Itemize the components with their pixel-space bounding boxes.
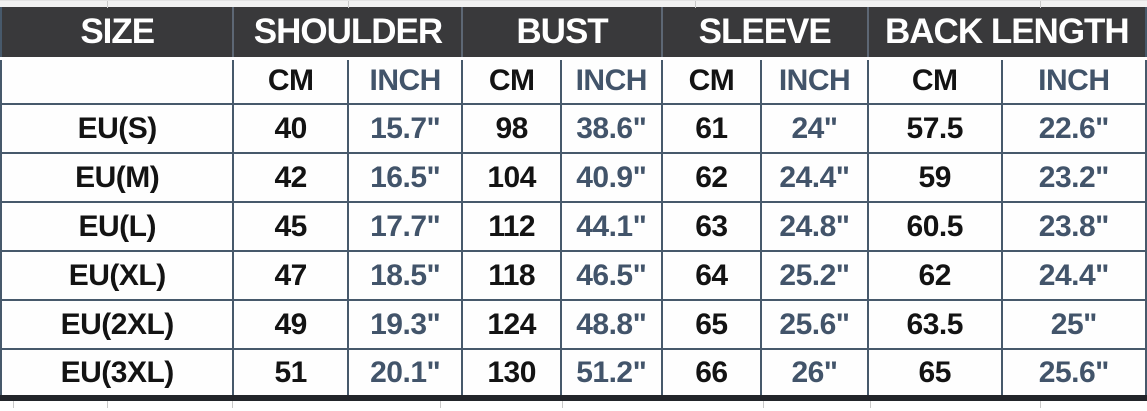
cell-sleeve-inch: 24.4" bbox=[761, 153, 867, 202]
cell-bust-inch: 38.6" bbox=[561, 104, 662, 153]
gridline-tick bbox=[348, 1, 349, 8]
gridline-tick bbox=[440, 401, 441, 408]
cell-sleeve-inch: 24" bbox=[761, 104, 867, 153]
row-label: EU(XL) bbox=[1, 251, 233, 300]
cell-bust-cm: 98 bbox=[462, 104, 560, 153]
gridline-tick bbox=[107, 401, 108, 408]
col-header-size: SIZE bbox=[1, 7, 233, 58]
cell-shoulder-cm: 42 bbox=[233, 153, 348, 202]
unit-header-blank bbox=[1, 58, 233, 104]
row-label: EU(S) bbox=[1, 104, 233, 153]
cell-back-inch: 23.2" bbox=[1002, 153, 1146, 202]
col-header-shoulder: SHOULDER bbox=[233, 7, 462, 58]
cell-back-cm: 62 bbox=[868, 251, 1002, 300]
cell-bust-inch: 46.5" bbox=[561, 251, 662, 300]
unit-header-cm: CM bbox=[662, 58, 762, 104]
cell-shoulder-inch: 20.1" bbox=[348, 349, 463, 398]
size-table bbox=[0, 7, 1147, 401]
cell-sleeve-inch: 24.8" bbox=[761, 202, 867, 251]
gridline-tick bbox=[870, 401, 871, 408]
cell-sleeve-inch: 25.2" bbox=[761, 251, 867, 300]
unit-header-cm: CM bbox=[233, 58, 348, 104]
col-header-back-length: BACK LENGTH bbox=[868, 7, 1146, 58]
cell-back-inch: 22.6" bbox=[1002, 104, 1146, 153]
cell-shoulder-cm: 51 bbox=[233, 349, 348, 398]
cell-shoulder-inch: 15.7" bbox=[348, 104, 463, 153]
row-label: EU(2XL) bbox=[1, 300, 233, 349]
gridline-tick bbox=[763, 401, 764, 408]
unit-header-inch: INCH bbox=[561, 58, 662, 104]
cell-shoulder-inch: 18.5" bbox=[348, 251, 463, 300]
gridline-tick bbox=[1040, 401, 1041, 408]
cell-sleeve-cm: 63 bbox=[662, 202, 762, 251]
cell-bust-cm: 118 bbox=[462, 251, 560, 300]
cell-back-cm: 63.5 bbox=[868, 300, 1002, 349]
spreadsheet-gridline-remnant-bottom bbox=[0, 401, 1147, 408]
cell-shoulder-inch: 19.3" bbox=[348, 300, 463, 349]
cell-bust-inch: 51.2" bbox=[561, 349, 662, 398]
cell-shoulder-inch: 17.7" bbox=[348, 202, 463, 251]
table-row bbox=[1, 202, 1146, 251]
cell-back-inch: 23.8" bbox=[1002, 202, 1146, 251]
cell-bust-cm: 130 bbox=[462, 349, 560, 398]
cell-back-cm: 60.5 bbox=[868, 202, 1002, 251]
table-row bbox=[1, 104, 1146, 153]
gridline-tick bbox=[232, 401, 233, 408]
unit-header-inch: INCH bbox=[348, 58, 463, 104]
cell-bust-inch: 40.9" bbox=[561, 153, 662, 202]
table-row bbox=[1, 349, 1146, 398]
cell-back-cm: 65 bbox=[868, 349, 1002, 398]
table-row bbox=[1, 300, 1146, 349]
cell-back-inch: 24.4" bbox=[1002, 251, 1146, 300]
unit-header-cm: CM bbox=[868, 58, 1002, 104]
gridline-tick bbox=[13, 401, 14, 408]
unit-header-row bbox=[1, 58, 1146, 104]
table-row bbox=[1, 251, 1146, 300]
table-row bbox=[1, 153, 1146, 202]
gridline-tick bbox=[562, 401, 563, 408]
cell-back-inch: 25.6" bbox=[1002, 349, 1146, 398]
cell-sleeve-inch: 25.6" bbox=[761, 300, 867, 349]
cell-sleeve-cm: 66 bbox=[662, 349, 762, 398]
cell-sleeve-cm: 64 bbox=[662, 251, 762, 300]
row-label: EU(L) bbox=[1, 202, 233, 251]
cell-shoulder-inch: 16.5" bbox=[348, 153, 463, 202]
gridline-tick bbox=[107, 1, 108, 8]
unit-header-inch: INCH bbox=[761, 58, 867, 104]
cell-shoulder-cm: 40 bbox=[233, 104, 348, 153]
cell-sleeve-cm: 65 bbox=[662, 300, 762, 349]
cell-bust-cm: 112 bbox=[462, 202, 560, 251]
cell-back-cm: 57.5 bbox=[868, 104, 1002, 153]
cell-sleeve-cm: 61 bbox=[662, 104, 762, 153]
unit-header-inch: INCH bbox=[1002, 58, 1146, 104]
row-label: EU(M) bbox=[1, 153, 233, 202]
gridline-tick bbox=[695, 1, 696, 8]
cell-bust-inch: 44.1" bbox=[561, 202, 662, 251]
cell-shoulder-cm: 47 bbox=[233, 251, 348, 300]
col-header-bust: BUST bbox=[462, 7, 661, 58]
col-header-sleeve: SLEEVE bbox=[662, 7, 868, 58]
row-label: EU(3XL) bbox=[1, 349, 233, 398]
unit-header-cm: CM bbox=[462, 58, 560, 104]
spreadsheet-gridline-remnant-top bbox=[0, 0, 1147, 7]
cell-shoulder-cm: 45 bbox=[233, 202, 348, 251]
cell-sleeve-inch: 26" bbox=[761, 349, 867, 398]
cell-bust-cm: 124 bbox=[462, 300, 560, 349]
cell-back-cm: 59 bbox=[868, 153, 1002, 202]
cell-sleeve-cm: 62 bbox=[662, 153, 762, 202]
cell-shoulder-cm: 49 bbox=[233, 300, 348, 349]
cell-bust-inch: 48.8" bbox=[561, 300, 662, 349]
cell-back-inch: 25" bbox=[1002, 300, 1146, 349]
gridline-tick bbox=[1040, 1, 1041, 8]
header-row bbox=[1, 7, 1146, 58]
cell-bust-cm: 104 bbox=[462, 153, 560, 202]
